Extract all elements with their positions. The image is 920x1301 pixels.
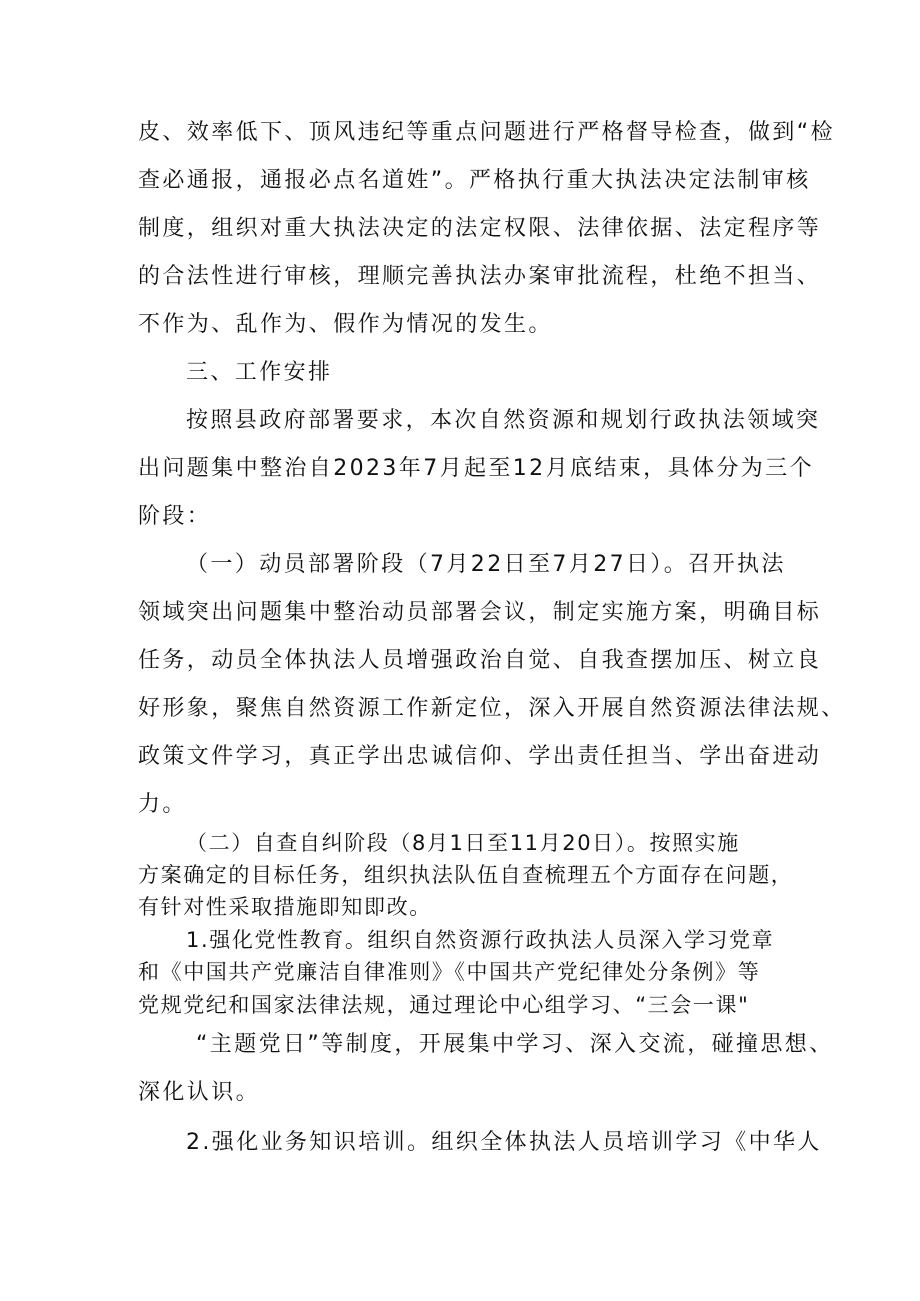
text-line: 查必通报，通报必点名道姓”。严格执行重大执法决定法制审核 (138, 168, 811, 193)
text-line: 好形象，聚焦自然资源工作新定位，深入开展自然资源法律法规、 (138, 696, 846, 721)
text-line: 领域突出问题集中整治动员部署会议，制定实施方案，明确目标 (138, 600, 822, 625)
subsection-heading: （一）动员部署阶段（7月22日至7月27日）。召开执法 (186, 552, 786, 577)
text-line: 政策文件学习，真正学出忠诚信仰、学出责任担当、学出奋进动 (138, 744, 822, 769)
numbered-item: 1.强化党性教育。组织自然资源行政执法人员深入学习党章 (186, 928, 775, 952)
text-line: 不作为、乱作为、假作为情况的发生。 (138, 312, 553, 337)
text-line: 党规党纪和国家法律法规，通过理论中心组学习、“三会一课" (138, 993, 750, 1017)
text-line: 和《中国共产党廉洁自律准则》《中国共产党纪律处分条例》等 (138, 960, 761, 984)
text-line: 制度，组织对重大执法决定的法定权限、法律依据、法定程序等 (138, 216, 822, 241)
text-line: 力。 (138, 792, 187, 817)
text-line: 出问题集中整治自2023年7月起至12月底结束，具体分为三个 (138, 456, 814, 481)
numbered-item: 2.强化业务知识培训。组织全体执法人员培训学习《中华人 (186, 1130, 822, 1155)
text-line: “主题党日”等制度，开展集中学习、深入交流，碰撞思想、 (196, 1032, 834, 1057)
text-line: 方案确定的目标任务，组织执法队伍自查梳理五个方面存在问题， (138, 863, 794, 887)
text-line: 有针对性采取措施即知即改。 (138, 895, 432, 919)
section-heading: 三、工作安排 (186, 360, 333, 385)
text-line: 皮、效率低下、顶风违纪等重点问题进行严格督导检查，做到“检 (138, 120, 835, 145)
text-line: 阶段： (138, 504, 212, 529)
text-line: 按照县政府部署要求，本次自然资源和规划行政执法领域突 (186, 408, 821, 433)
text-line: 任务，动员全体执法人员增强政治自觉、自我查摆加压、树立良 (138, 648, 822, 673)
subsection-heading: （二）自查自纠阶段（8月1日至11月20日）。按照实施 (186, 831, 740, 855)
text-line: 的合法性进行审核，理顺完善执法办案审批流程，杜绝不担当、 (138, 264, 822, 289)
text-line: 深化认识。 (138, 1080, 261, 1105)
